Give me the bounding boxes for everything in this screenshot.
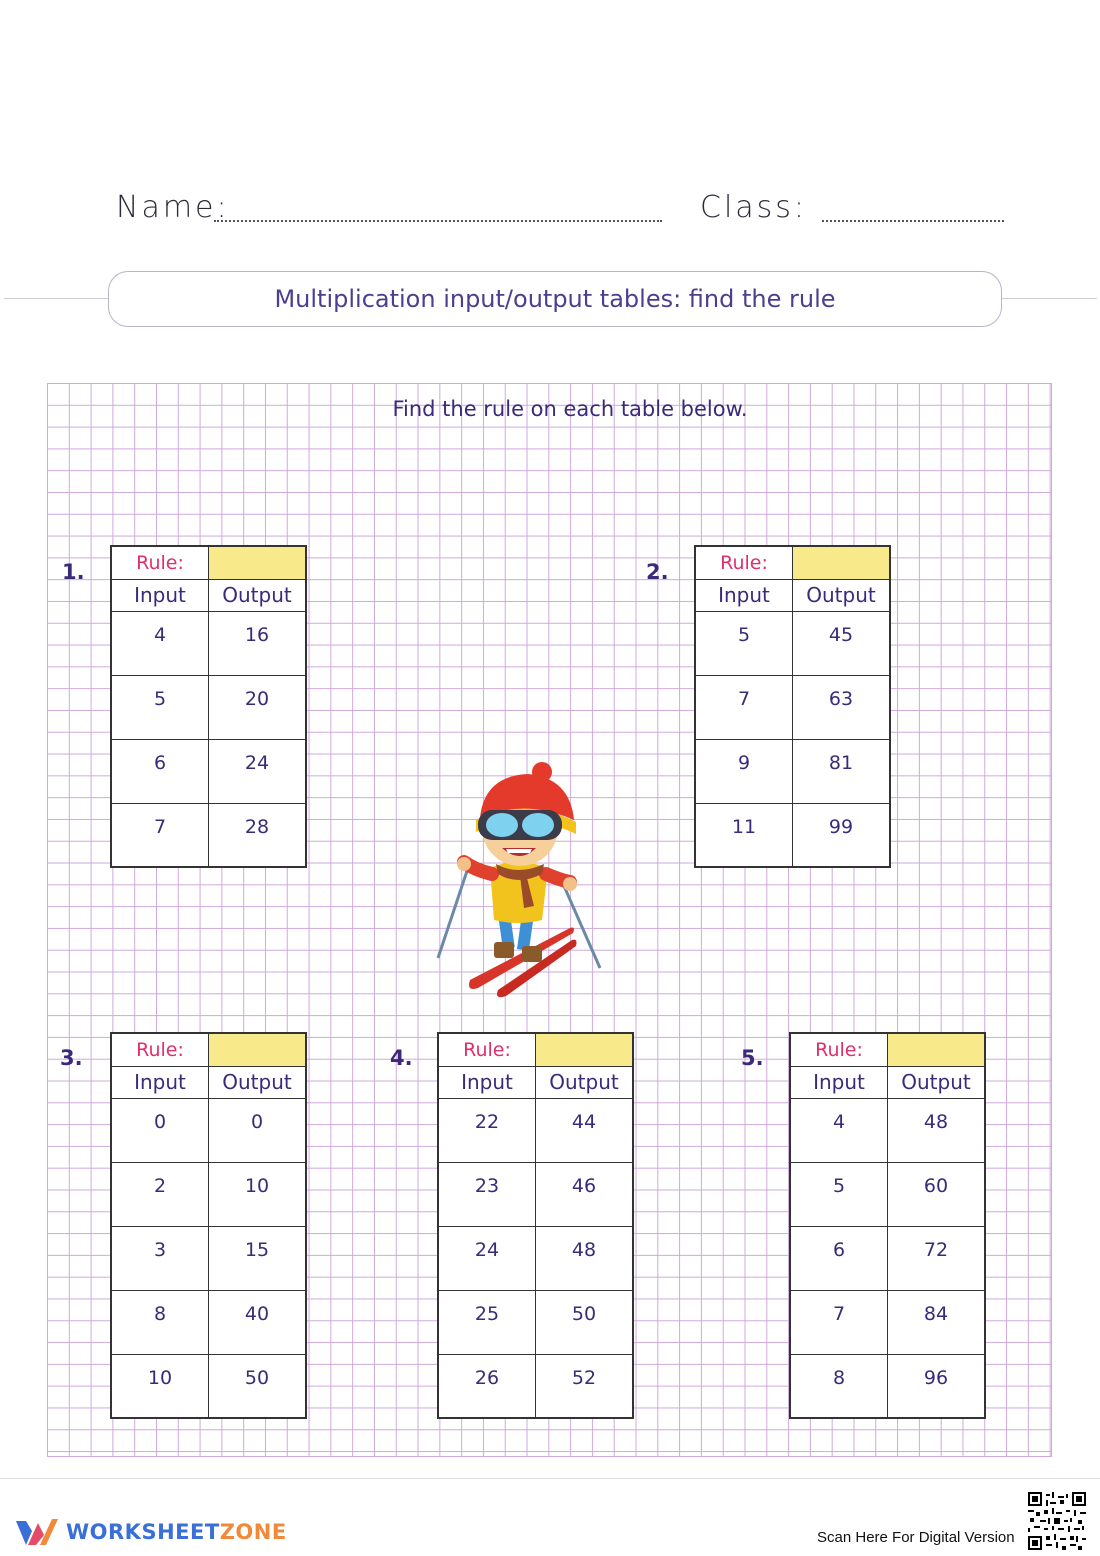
table-row [111, 1290, 306, 1354]
output-cell: 48 [888, 1098, 986, 1162]
input-cell: 6 [790, 1226, 888, 1290]
name-class-row [116, 190, 1006, 230]
output-cell: 72 [888, 1226, 986, 1290]
output-cell: 52 [536, 1354, 634, 1418]
output-cell: 10 [209, 1162, 307, 1226]
table-row [695, 675, 890, 739]
output-header: Output [888, 1066, 986, 1098]
rule-answer-field[interactable] [209, 546, 307, 579]
name-label: Name: [116, 190, 230, 225]
class-label: Class: [700, 190, 808, 225]
io-table-4 [437, 1032, 634, 1419]
output-cell: 28 [209, 803, 307, 867]
title-rule-right [1001, 298, 1097, 299]
class-field[interactable] [822, 220, 1004, 222]
output-cell: 46 [536, 1162, 634, 1226]
question-number-5: 5. [741, 1046, 764, 1070]
output-cell: 0 [209, 1098, 307, 1162]
rule-answer-field[interactable] [209, 1033, 307, 1066]
worksheetzone-logo-icon [14, 1515, 60, 1549]
io-table-3 [110, 1032, 307, 1419]
rule-label: Rule: [695, 546, 793, 579]
input-cell: 26 [438, 1354, 536, 1418]
io-table-5 [789, 1032, 986, 1419]
output-header: Output [793, 579, 891, 611]
table-row [438, 1162, 633, 1226]
table-row [438, 1226, 633, 1290]
input-cell: 7 [790, 1290, 888, 1354]
table-row [790, 1162, 985, 1226]
worksheet-title: Multiplication input/output tables: find the rule [274, 285, 836, 313]
table-row [111, 1162, 306, 1226]
table-row [438, 1290, 633, 1354]
output-cell: 96 [888, 1354, 986, 1418]
input-header: Input [111, 579, 209, 611]
io-table-1 [110, 545, 307, 868]
table-row [111, 803, 306, 867]
input-cell: 11 [695, 803, 793, 867]
rule-answer-field[interactable] [888, 1033, 986, 1066]
output-cell: 45 [793, 611, 891, 675]
input-cell: 8 [111, 1290, 209, 1354]
table-row [111, 675, 306, 739]
input-cell: 0 [111, 1098, 209, 1162]
input-cell: 5 [790, 1162, 888, 1226]
output-cell: 63 [793, 675, 891, 739]
input-header: Input [438, 1066, 536, 1098]
rule-answer-field[interactable] [793, 546, 891, 579]
name-field[interactable] [214, 220, 662, 222]
title-rule-left [4, 298, 108, 299]
table-row [695, 611, 890, 675]
input-cell: 5 [111, 675, 209, 739]
output-cell: 60 [888, 1162, 986, 1226]
input-cell: 5 [695, 611, 793, 675]
skier-illustration [430, 758, 610, 998]
output-cell: 24 [209, 739, 307, 803]
input-cell: 9 [695, 739, 793, 803]
output-cell: 15 [209, 1226, 307, 1290]
table-row [111, 1098, 306, 1162]
input-cell: 8 [790, 1354, 888, 1418]
table-row [790, 1226, 985, 1290]
rule-label: Rule: [111, 1033, 209, 1066]
input-cell: 23 [438, 1162, 536, 1226]
input-cell: 6 [111, 739, 209, 803]
input-cell: 4 [790, 1098, 888, 1162]
output-cell: 44 [536, 1098, 634, 1162]
table-row [111, 1226, 306, 1290]
table-row [111, 611, 306, 675]
question-number-1: 1. [62, 560, 85, 584]
table-row [695, 803, 890, 867]
title-box [108, 271, 1002, 327]
rule-label: Rule: [790, 1033, 888, 1066]
table-row [790, 1290, 985, 1354]
output-cell: 50 [536, 1290, 634, 1354]
output-cell: 99 [793, 803, 891, 867]
table-row [790, 1098, 985, 1162]
table-row [695, 739, 890, 803]
output-cell: 84 [888, 1290, 986, 1354]
io-table-2 [694, 545, 891, 868]
output-cell: 81 [793, 739, 891, 803]
rule-label: Rule: [111, 546, 209, 579]
output-cell: 16 [209, 611, 307, 675]
table-row [438, 1098, 633, 1162]
table-row [111, 1354, 306, 1418]
input-cell: 10 [111, 1354, 209, 1418]
input-cell: 4 [111, 611, 209, 675]
rule-label: Rule: [438, 1033, 536, 1066]
question-number-2: 2. [646, 560, 669, 584]
input-cell: 25 [438, 1290, 536, 1354]
footer-divider [0, 1478, 1100, 1479]
qr-code-icon[interactable] [1028, 1492, 1086, 1550]
question-number-4: 4. [390, 1046, 413, 1070]
input-cell: 22 [438, 1098, 536, 1162]
output-header: Output [209, 579, 307, 611]
input-header: Input [111, 1066, 209, 1098]
input-cell: 3 [111, 1226, 209, 1290]
rule-answer-field[interactable] [536, 1033, 634, 1066]
instructions: Find the rule on each table below. [392, 397, 748, 421]
logo-text-accent: ZONE [219, 1520, 287, 1544]
table-row [111, 739, 306, 803]
input-cell: 2 [111, 1162, 209, 1226]
table-row [790, 1354, 985, 1418]
output-cell: 40 [209, 1290, 307, 1354]
worksheetzone-logo[interactable] [14, 1512, 287, 1552]
output-cell: 20 [209, 675, 307, 739]
input-cell: 7 [695, 675, 793, 739]
scan-prompt: Scan Here For Digital Version [817, 1529, 1015, 1546]
question-number-3: 3. [60, 1046, 83, 1070]
logo-text [66, 1520, 287, 1544]
input-header: Input [695, 579, 793, 611]
input-header: Input [790, 1066, 888, 1098]
input-cell: 24 [438, 1226, 536, 1290]
input-cell: 7 [111, 803, 209, 867]
output-header: Output [536, 1066, 634, 1098]
output-cell: 48 [536, 1226, 634, 1290]
output-cell: 50 [209, 1354, 307, 1418]
table-row [438, 1354, 633, 1418]
output-header: Output [209, 1066, 307, 1098]
logo-text-main: WORKSHEET [66, 1520, 220, 1544]
